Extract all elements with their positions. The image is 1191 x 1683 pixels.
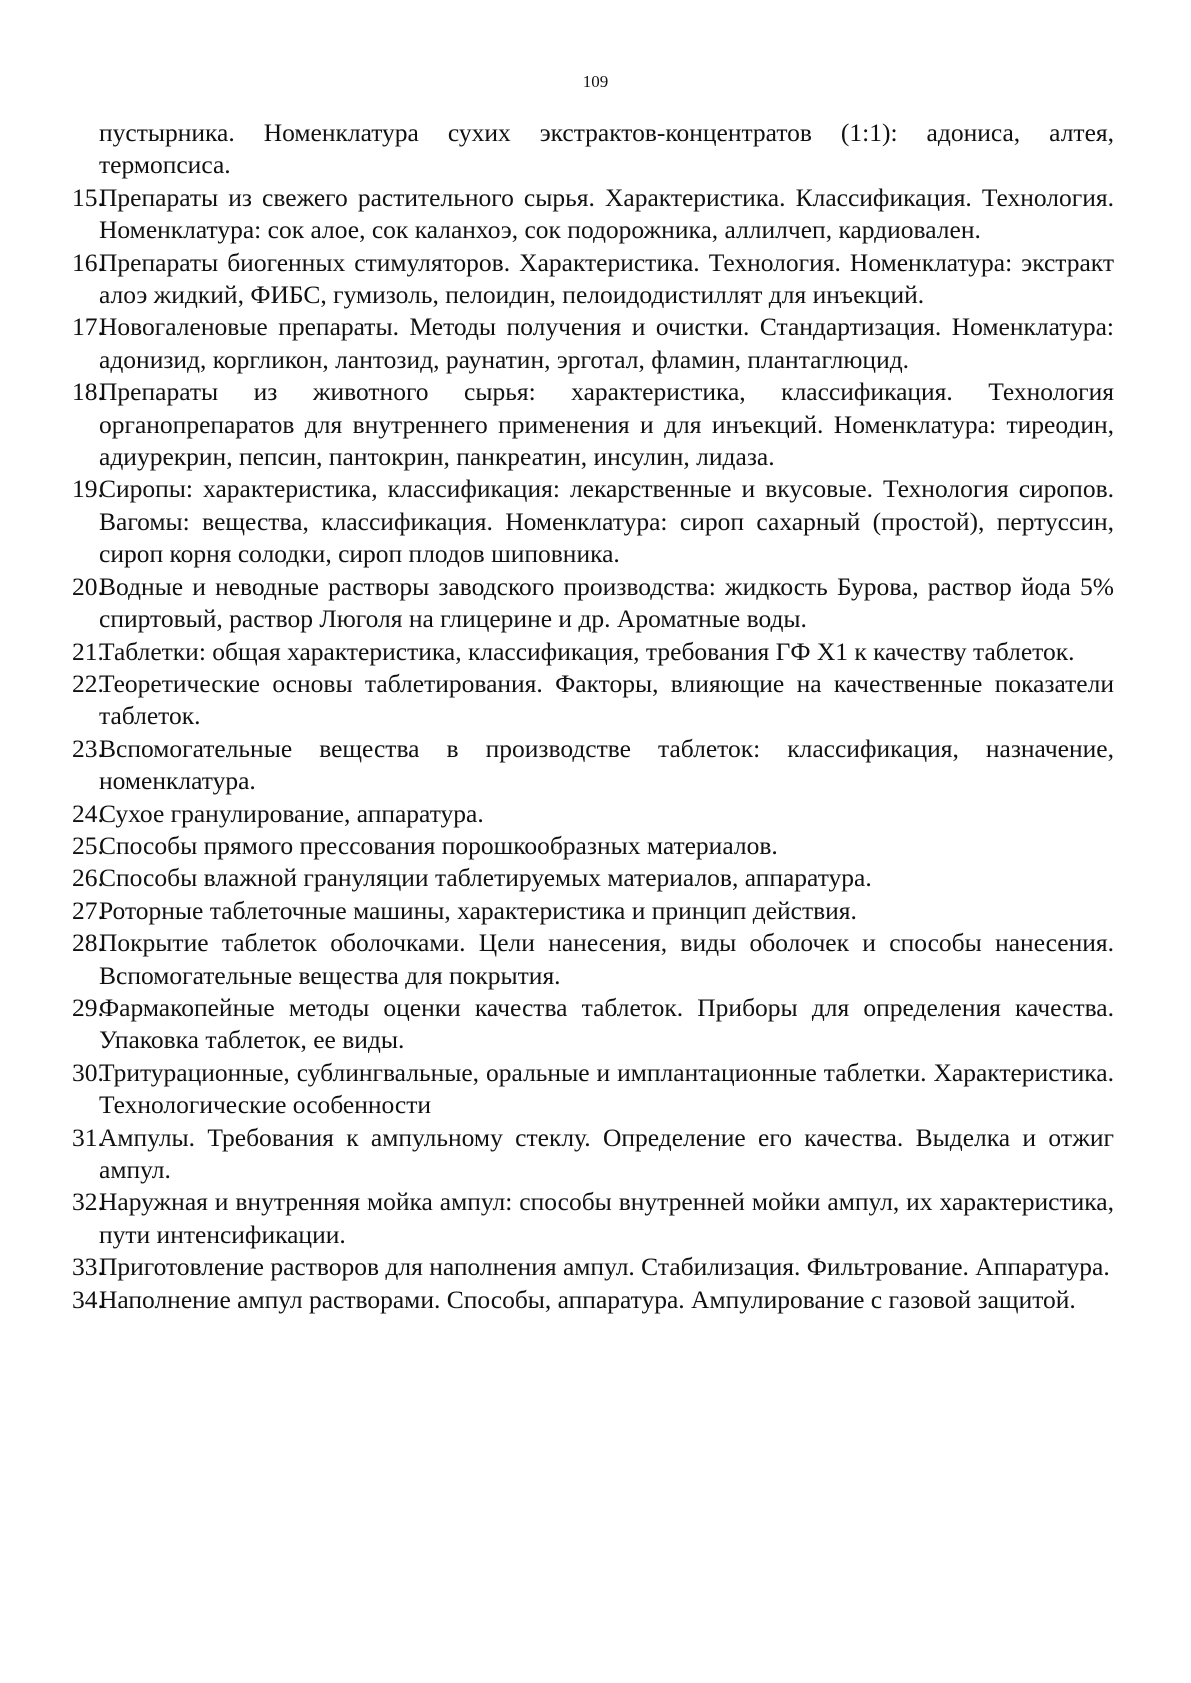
list-item [72, 668, 1114, 733]
list-item [72, 1251, 1114, 1283]
list-item-number: 27. [72, 895, 104, 925]
list-item-text: Способы прямого прессования порошкообразных материалов. [99, 830, 778, 860]
list-item [72, 992, 1114, 1057]
list-item-number: 33. [72, 1252, 104, 1282]
list-item-number: 29. [72, 992, 104, 1022]
page-content [72, 117, 1114, 1316]
list-item-text: Вспомогательные вещества в производстве таблеток: классификация, назначение, номенклатура. [99, 733, 1114, 796]
list-item-number: 15. [72, 182, 104, 212]
list-item-text: Препараты биогенных стимуляторов. Характеристика. Технология. Номенклатура: экстракт алоэ жидкий, ФИБС, гумизоль, пелоидин, пелоидодистиллят для инъекций. [99, 247, 1114, 310]
list-item-number: 28. [72, 928, 104, 958]
list-item-text: Приготовление растворов для наполнения ампул. Стабилизация. Фильтрование. Аппаратура. [99, 1252, 1110, 1282]
page-number: 109 [582, 72, 609, 91]
list-item-text: Ампулы. Требования к ампульному стеклу. Определение его качества. Выделка и отжиг ампул. [99, 1122, 1114, 1184]
list-item-number: 22. [72, 668, 104, 698]
list-item-number: 16. [72, 247, 104, 277]
list-item-number: 32. [72, 1187, 104, 1217]
list-item [72, 733, 1114, 798]
list-item-text: Препараты из животного сырья: характеристика, классификация. Технология органопрепаратов для внутреннего применения и для инъекций. Номенклатура: тиреодин, адиурекрин, пепсин, пантокрин, панкреатин, инсулин, лидаза. [99, 377, 1114, 472]
list-item-text: Способы влажной грануляции таблетируемых материалов, аппаратура. [99, 863, 872, 893]
list-item-number: 31. [72, 1122, 104, 1152]
list-item-text: Тритурационные, сублингвальные, оральные и имплантационные таблетки. Характеристика. Технологические особенности [99, 1057, 1114, 1120]
list-item [72, 636, 1114, 668]
list-item-number: 17. [72, 312, 104, 342]
list-item [72, 895, 1114, 927]
list-item-number: 34. [72, 1284, 104, 1314]
list-item-text: Сиропы: характеристика, классификация: лекарственные и вкусовые. Технология сиропов. Вагомы: вещества, классификация. Номенклатура: сироп сахарный (простой), пертуссин, сироп корня солодки, сироп плодов шиповника. [99, 474, 1114, 569]
question-list [72, 182, 1114, 1316]
list-item-number: 19. [72, 474, 104, 504]
list-item-text: Покрытие таблеток оболочками. Цели нанесения, виды оболочек и способы нанесения. Вспомогательные вещества для покрытия. [99, 928, 1114, 990]
list-item-number: 20. [72, 571, 104, 601]
list-item-number: 30. [72, 1057, 104, 1087]
list-item-text: Наружная и внутренняя мойка ампул: способы внутренней мойки ампул, их характеристика, пути интенсификации. [99, 1187, 1114, 1249]
list-item [72, 571, 1114, 636]
list-item [72, 1186, 1114, 1251]
continuation-paragraph: пустырника. Номенклатура сухих экстрактов-концентратов (1:1): адониса, алтея, термопсиса. [99, 118, 1114, 180]
list-item-number: 23. [72, 733, 104, 763]
list-item [72, 927, 1114, 992]
list-item [72, 247, 1114, 312]
list-item-text: Новогаленовые препараты. Методы получения и очистки. Стандартизация. Номенклатура: адонизид, коргликон, лантозид, раунатин, эрготал, фламин, плантаглюцид. [99, 312, 1114, 374]
list-item-text: Сухое гранулирование, аппаратура. [99, 798, 484, 828]
list-item-number: 24. [72, 798, 104, 828]
list-item-number: 21. [72, 636, 104, 666]
list-item-text: Наполнение ампул растворами. Способы, аппаратура. Ампулирование с газовой защитой. [99, 1284, 1076, 1314]
list-item-text: Препараты из свежего растительного сырья. Характеристика. Классификация. Технология. Номенклатура: сок алое, сок каланхоэ, сок подорожника, аллилчеп, кардиовален. [99, 182, 1114, 245]
list-item [72, 1122, 1114, 1187]
list-item-text: Водные и неводные растворы заводского производства: жидкость Бурова, раствор йода 5% спиртовый, раствор Люголя на глицерине и др. Ароматные воды. [99, 571, 1114, 634]
list-item [72, 1284, 1114, 1316]
list-item [72, 376, 1114, 473]
list-item-text: Таблетки: общая характеристика, классификация, требования ГФ X1 к качеству таблеток. [99, 636, 1075, 666]
list-item [72, 311, 1114, 376]
list-item [72, 1057, 1114, 1122]
list-item-number: 26. [72, 863, 104, 893]
list-item [72, 830, 1114, 862]
list-item [72, 798, 1114, 830]
list-item-number: 25. [72, 830, 104, 860]
list-item-text: Фармакопейные методы оценки качества таблеток. Приборы для определения качества. Упаковка таблеток, ее виды. [99, 992, 1114, 1055]
list-item [72, 182, 1114, 247]
list-item-text: Теоретические основы таблетирования. Факторы, влияющие на качественные показатели таблеток. [99, 668, 1114, 731]
list-item-text: Роторные таблеточные машины, характеристика и принцип действия. [99, 895, 857, 925]
list-item-number: 18. [72, 377, 104, 407]
list-item [72, 473, 1114, 570]
list-item [72, 862, 1114, 894]
